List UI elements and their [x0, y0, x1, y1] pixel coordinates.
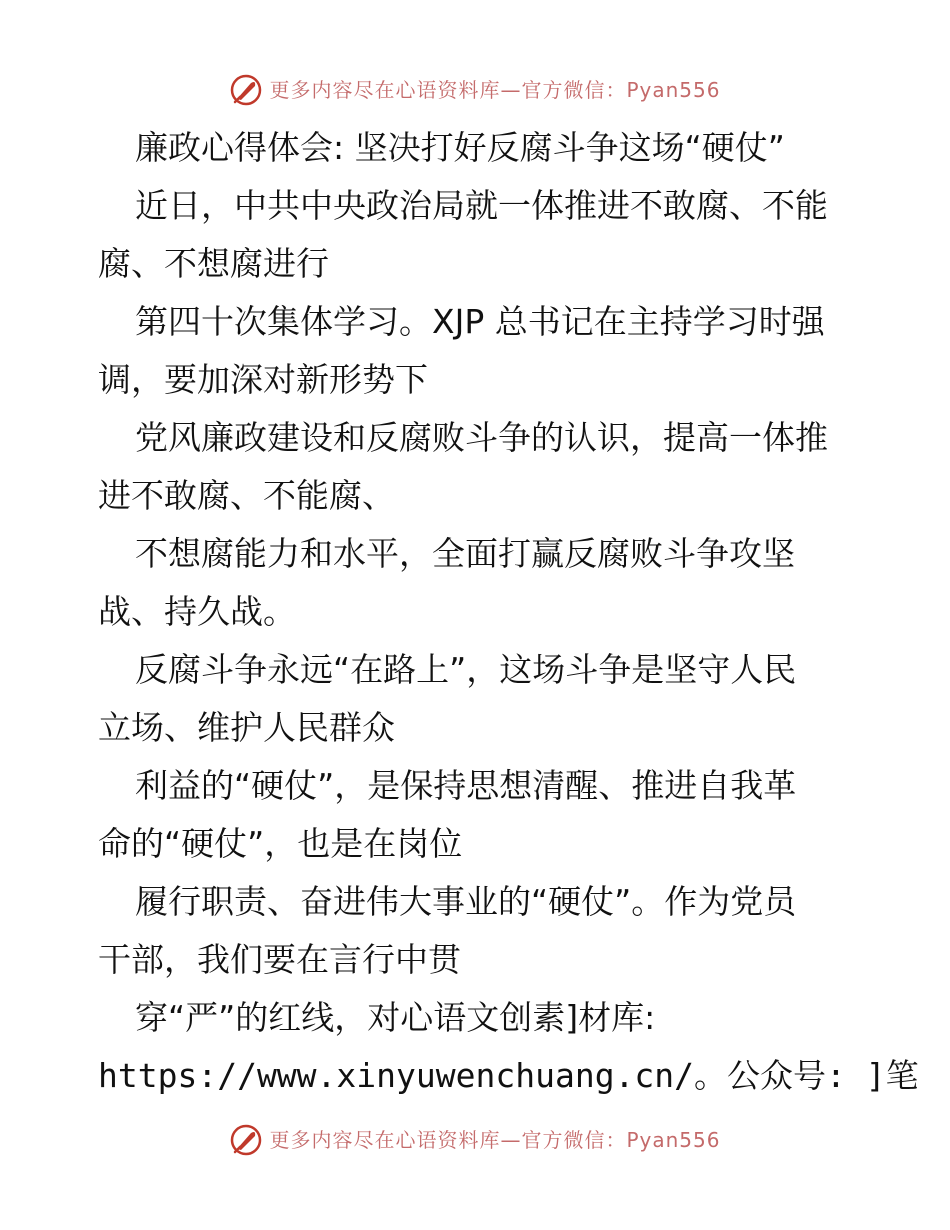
text-line: 不想腐能力和水平，全面打赢反腐败斗争攻坚 — [135, 534, 795, 573]
text-line: 进不敢腐、不能腐、 — [98, 476, 395, 515]
text-line: 利益的“硬仗”，是保持思想清醒、推进自我革 — [135, 766, 797, 805]
text-line: 穿“严”的红线，对心语文创素]材库: — [135, 998, 656, 1037]
url-line: https://www.xinyuwenchuang.cn/。公众号: ]笔 — [98, 1056, 919, 1095]
text-line: 反腐斗争永远“在路上”，这场斗争是坚守人民 — [135, 650, 797, 689]
header-banner-text: 更多内容尽在心语资料库—官方微信：Pyan556 — [269, 78, 721, 102]
text-line: 党风廉政建设和反腐败斗争的认识，提高一体推 — [135, 418, 828, 457]
text-line: 调，要加深对新形势下 — [98, 360, 428, 399]
footer-banner-text: 更多内容尽在心语资料库—官方微信：Pyan556 — [269, 1128, 721, 1152]
text-line: 第四十次集体学习。XJP 总书记在主持学习时强 — [135, 302, 825, 341]
text-line: 腐、不想腐进行 — [98, 244, 329, 283]
text-line: 命的“硬仗”，也是在岗位 — [98, 824, 463, 863]
footer-banner — [0, 1120, 950, 1160]
text-line: 干部，我们要在言行中贯 — [98, 940, 461, 979]
text-line: 立场、维护人民群众 — [98, 708, 395, 747]
quill-feather-icon — [229, 1123, 263, 1157]
document-title: 廉政心得体会: 坚决打好反腐斗争这场“硬仗” — [135, 128, 785, 167]
text-line: 战、持久战。 — [98, 592, 296, 631]
text-line: 近日，中共中央政治局就一体推进不敢腐、不能 — [135, 186, 828, 225]
quill-feather-icon — [229, 73, 263, 107]
text-line: 履行职责、奋进伟大事业的“硬仗”。作为党员 — [135, 882, 797, 921]
header-banner — [0, 70, 950, 110]
